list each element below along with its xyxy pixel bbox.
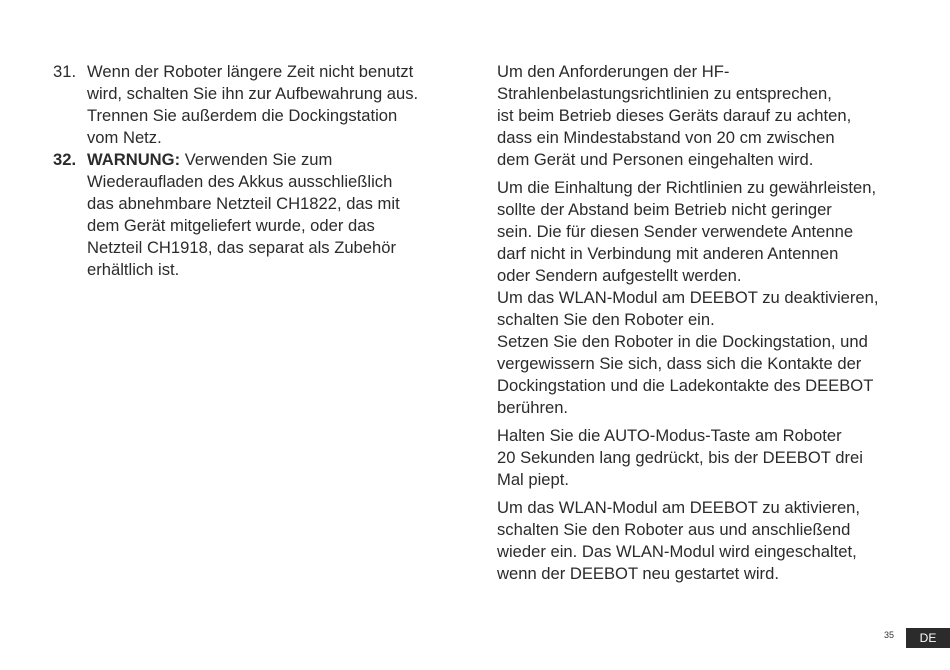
paragraph-rf-exposure bbox=[497, 61, 902, 171]
paragraph-line: sein. Die für diesen Sender verwendete Antenne bbox=[497, 222, 854, 241]
left-column bbox=[53, 61, 473, 281]
warning-label: WARNUNG: bbox=[87, 150, 181, 169]
paragraph-line: berühren. bbox=[497, 398, 569, 417]
item-line: Wiederaufladen des Akkus ausschließlich bbox=[87, 172, 393, 191]
paragraph-line: 20 Sekunden lang gedrückt, bis der DEEBOT drei bbox=[497, 448, 863, 467]
paragraph-line: darf nicht in Verbindung mit anderen Antennen bbox=[497, 244, 839, 263]
item-number: 32. bbox=[53, 150, 77, 169]
paragraph-line: Dockingstation und die Ladekontakte des DEEBOT bbox=[497, 376, 874, 395]
paragraph-antenna bbox=[497, 177, 902, 287]
item-line: Trennen Sie außerdem die Dockingstation bbox=[87, 106, 398, 125]
item-line: dem Gerät mitgeliefert wurde, oder das bbox=[87, 216, 375, 235]
item-line: erhältlich ist. bbox=[87, 260, 180, 279]
page-number: 35 bbox=[884, 630, 895, 640]
item-text: Verwenden Sie zum bbox=[180, 150, 333, 169]
paragraph-wlan-deactivate bbox=[497, 287, 902, 331]
paragraph-line: Um das WLAN-Modul am DEEBOT zu aktivieren, bbox=[497, 498, 861, 517]
paragraph-line: Setzen Sie den Roboter in die Dockingstation, und bbox=[497, 332, 868, 351]
paragraph-line: wenn der DEEBOT neu gestartet wird. bbox=[497, 564, 779, 583]
paragraph-line: Mal piept. bbox=[497, 470, 569, 489]
paragraph-line: Um die Einhaltung der Richtlinien zu gewährleisten, bbox=[497, 178, 877, 197]
right-column bbox=[497, 61, 902, 585]
item-line: Wenn der Roboter längere Zeit nicht benutzt bbox=[87, 62, 414, 81]
list-item-31 bbox=[53, 61, 473, 149]
item-line bbox=[87, 149, 473, 171]
paragraph-line: Halten Sie die AUTO-Modus-Taste am Roboter bbox=[497, 426, 842, 445]
item-line: wird, schalten Sie ihn zur Aufbewahrung aus. bbox=[87, 84, 419, 103]
paragraph-line: vergewissern Sie sich, dass sich die Kontakte der bbox=[497, 354, 862, 373]
paragraph-line: schalten Sie den Roboter aus und anschließend bbox=[497, 520, 851, 539]
list-item-32 bbox=[53, 149, 473, 281]
item-line: das abnehmbare Netzteil CH1822, das mit bbox=[87, 194, 400, 213]
paragraph-line: Um das WLAN-Modul am DEEBOT zu deaktivieren, bbox=[497, 288, 879, 307]
paragraph-docking bbox=[497, 331, 902, 419]
paragraph-line: Strahlenbelastungsrichtlinien zu entsprechen, bbox=[497, 84, 832, 103]
paragraph-line: oder Sendern aufgestellt werden. bbox=[497, 266, 742, 285]
item-line: vom Netz. bbox=[87, 128, 162, 147]
paragraph-line: sollte der Abstand beim Betrieb nicht geringer bbox=[497, 200, 832, 219]
paragraph-wlan-activate bbox=[497, 497, 902, 585]
paragraph-line: dass ein Mindestabstand von 20 cm zwischen bbox=[497, 128, 835, 147]
paragraph-line: ist beim Betrieb dieses Geräts darauf zu achten, bbox=[497, 106, 852, 125]
paragraph-line: schalten Sie den Roboter ein. bbox=[497, 310, 715, 329]
item-line: Netzteil CH1918, das separat als Zubehör bbox=[87, 238, 396, 257]
paragraph-line: dem Gerät und Personen eingehalten wird. bbox=[497, 150, 814, 169]
language-badge: DE bbox=[906, 628, 950, 648]
paragraph-auto-button bbox=[497, 425, 902, 491]
paragraph-line: Um den Anforderungen der HF- bbox=[497, 62, 730, 81]
paragraph-line: wieder ein. Das WLAN-Modul wird eingeschaltet, bbox=[497, 542, 857, 561]
item-number: 31. bbox=[53, 62, 77, 81]
